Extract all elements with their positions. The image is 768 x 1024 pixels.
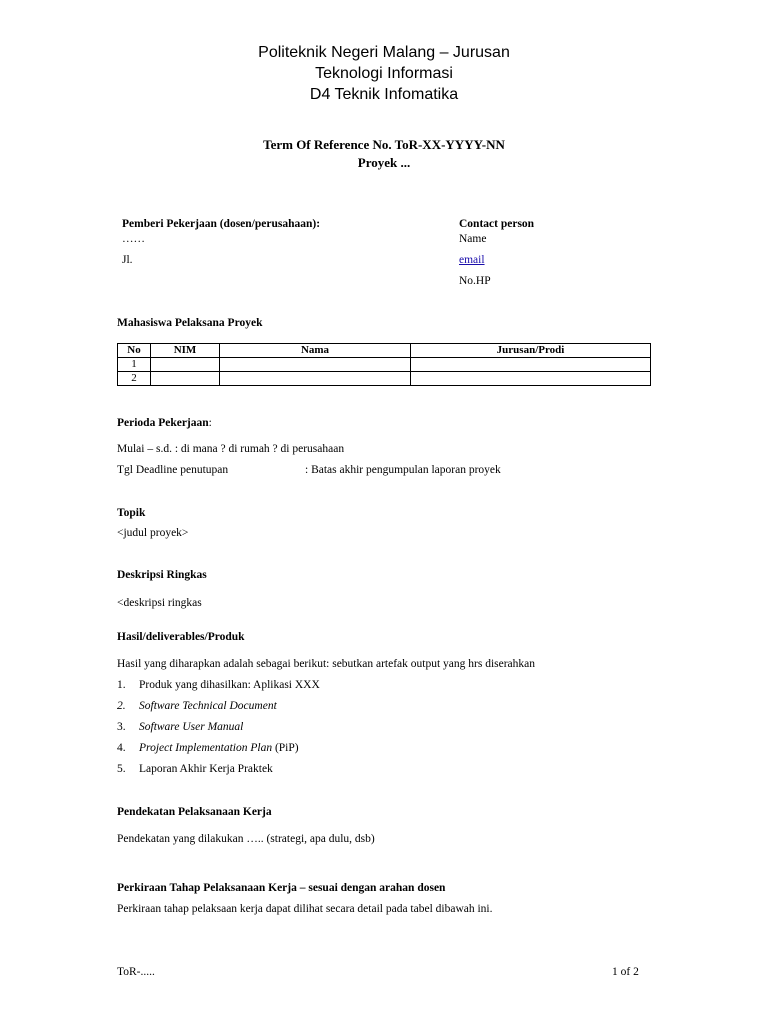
list-item-number: 4. [117,742,126,754]
col-no: No [118,344,151,358]
cell-nim [151,358,220,372]
contact-email-link[interactable]: email [459,254,485,266]
list-item-number: 3. [117,721,126,733]
summary-text: <deskripsi ringkas [117,597,202,609]
col-nama: Nama [220,344,411,358]
list-item: Laporan Akhir Kerja Praktek [139,763,273,775]
header-program: D4 Teknik Infomatika [309,86,459,103]
deliverables-heading: Hasil/deliverables/Produk [117,631,245,643]
tor-project: Proyek ... [357,155,411,170]
period-start: Mulai – s.d. : di mana ? di rumah ? di perusahaan [117,443,345,455]
table-row [118,372,651,386]
table-row [118,358,651,372]
list-item: Software Technical Document [139,700,277,712]
cell-no: 2 [118,372,151,386]
list-item-number: 5. [117,763,126,775]
cell-prodi [411,372,651,386]
stages-text: Perkiraan tahap pelaksaan kerja dapat dilihat secara detail pada tabel dibawah ini. [117,903,493,915]
cell-prodi [411,358,651,372]
topic-heading: Topik [117,507,146,519]
client-dots: …… [122,233,145,245]
col-prodi: Jurusan/Prodi [411,344,651,358]
list-item-text: Project Implementation Plan [139,742,273,754]
students-heading: Mahasiswa Pelaksana Proyek [117,317,263,329]
deadline-label: Tgl Deadline penutupan [117,464,229,476]
list-item: Software User Manual [139,721,244,733]
list-item-number: 1. [117,679,126,691]
header-institution: Politeknik Negeri Malang – Jurusan [258,44,510,61]
list-item: Produk yang dihasilkan: Aplikasi XXX [139,679,320,691]
period-heading: Perioda Pekerjaan [117,417,209,429]
contact-phone: No.HP [459,275,491,287]
stages-heading: Perkiraan Tahap Pelaksanaan Kerja – sesuai dengan arahan dosen [117,882,446,894]
topic-text: <judul proyek> [117,527,189,539]
header-department: Teknologi Informasi [315,65,453,82]
period-colon: : [208,417,212,429]
cell-nim [151,372,220,386]
contact-name: Name [459,233,487,245]
cell-nama [220,358,411,372]
contact-label: Contact person [459,218,535,230]
footer-page-number: 1 of 2 [612,966,639,978]
approach-heading: Pendekatan Pelaksanaan Kerja [117,806,272,818]
client-address: Jl. [122,254,133,266]
approach-text: Pendekatan yang dilakukan ….. (strategi, apa dulu, dsb) [117,833,375,845]
deliverables-intro: Hasil yang diharapkan adalah sebagai berikut: sebutkan artefak output yang hrs diserahkan [117,658,536,670]
footer-doc-id: ToR-..... [117,966,155,978]
list-item-suffix: (PiP) [272,742,299,754]
col-nim: NIM [151,344,220,358]
list-item-number: 2. [117,700,126,712]
students-table [117,343,651,386]
cell-no: 1 [118,358,151,372]
summary-heading: Deskripsi Ringkas [117,569,207,581]
deadline-value: : Batas akhir pengumpulan laporan proyek [305,464,501,476]
cell-nama [220,372,411,386]
client-label: Pemberi Pekerjaan (dosen/perusahaan): [122,218,321,230]
list-item [139,742,299,754]
period-heading-line [117,417,212,429]
tor-title: Term Of Reference No. ToR-XX-YYYY-NN [263,137,505,152]
students-table-header [118,344,651,358]
